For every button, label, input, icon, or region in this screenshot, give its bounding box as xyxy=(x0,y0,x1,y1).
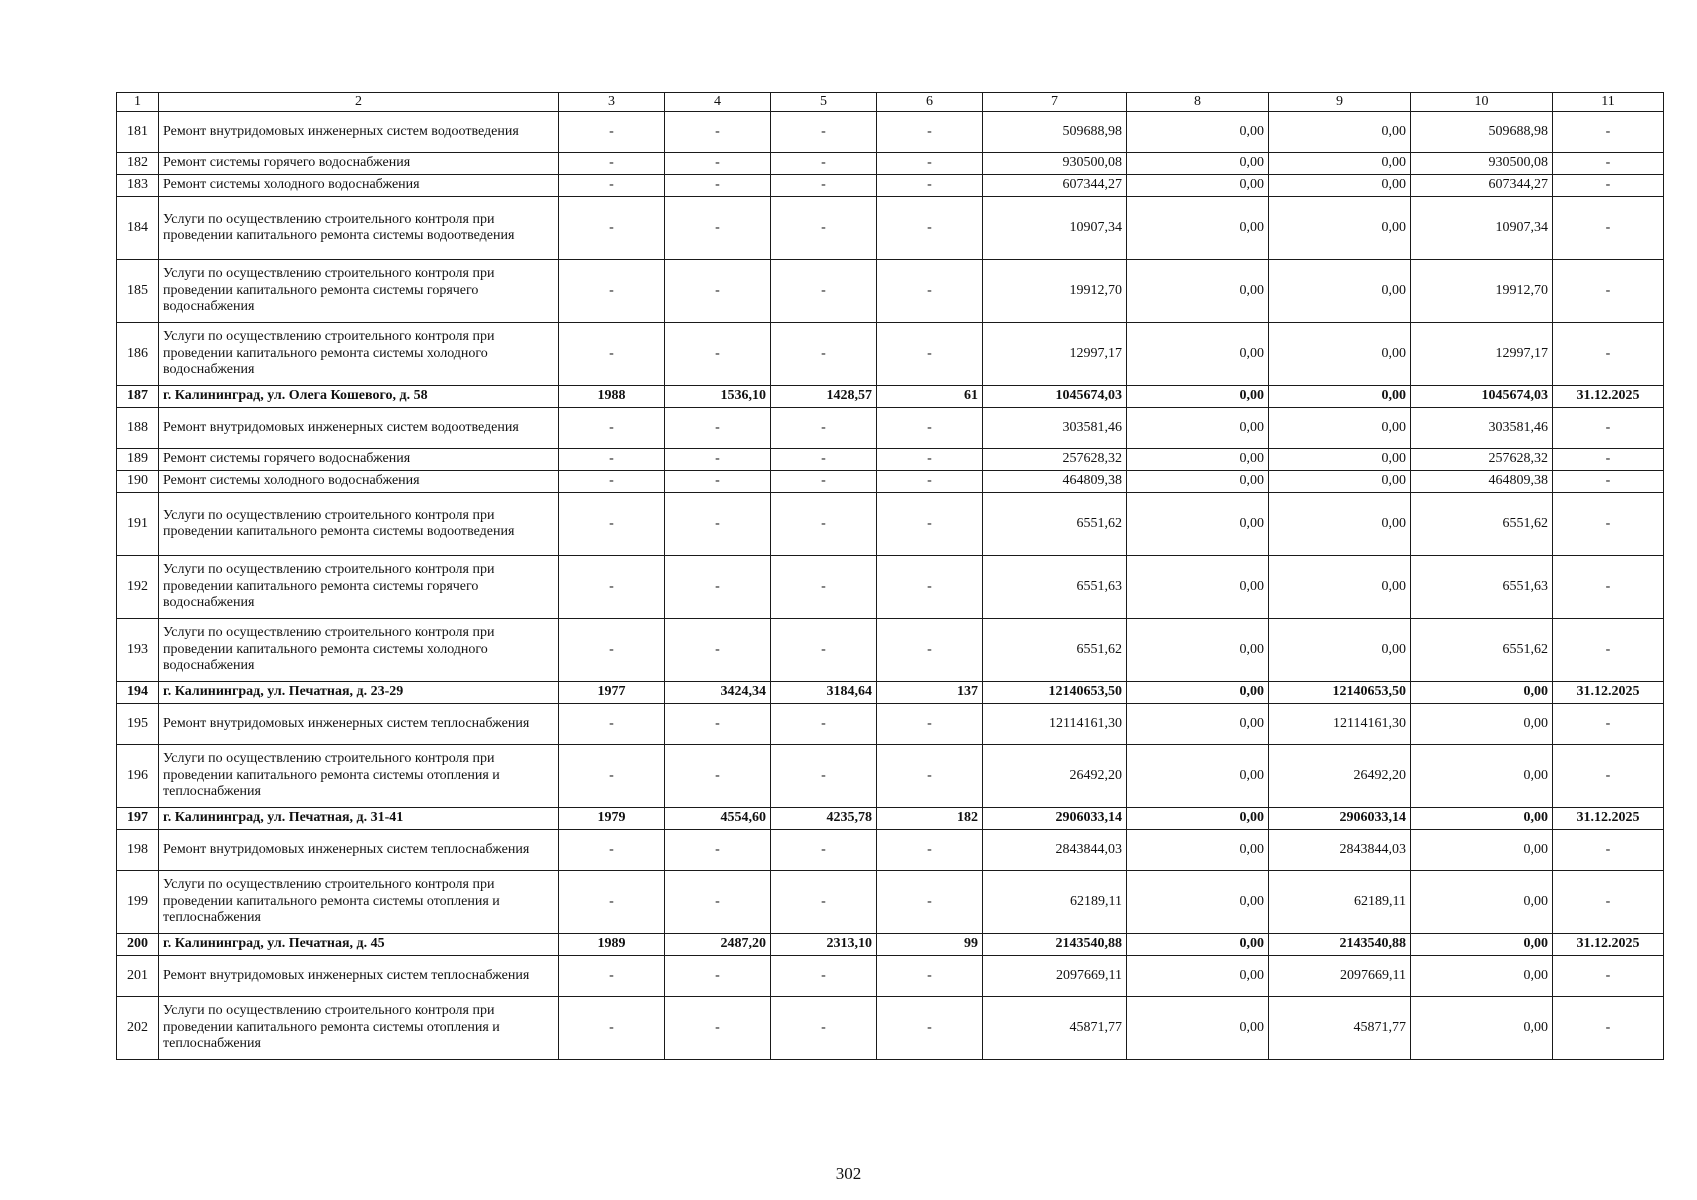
cell-total-cost: 2843844,03 xyxy=(983,830,1127,871)
table-row xyxy=(117,260,1664,323)
cell-cost-col-9: 2843844,03 xyxy=(1269,830,1411,871)
cell-total-cost: 930500,08 xyxy=(983,153,1127,175)
cell-completion-date: - xyxy=(1553,449,1664,471)
cell-cost-col-9: 12140653,50 xyxy=(1269,682,1411,704)
cell-description: Ремонт внутридомовых инженерных систем теплоснабжения xyxy=(159,704,559,745)
cell-total-area: - xyxy=(665,449,771,471)
cell-cost-col-8: 0,00 xyxy=(1127,745,1269,808)
cell-residents: - xyxy=(877,323,983,386)
cell-cost-col-9: 0,00 xyxy=(1269,153,1411,175)
cell-row-number: 195 xyxy=(117,704,159,745)
table-row xyxy=(117,830,1664,871)
cell-year-built: 1989 xyxy=(559,934,665,956)
cell-cost-col-9: 0,00 xyxy=(1269,471,1411,493)
cell-row-number: 186 xyxy=(117,323,159,386)
cell-year-built: - xyxy=(559,493,665,556)
cell-residents: - xyxy=(877,471,983,493)
cell-completion-date: - xyxy=(1553,408,1664,449)
column-header-3: 3 xyxy=(559,93,665,112)
cell-residents: - xyxy=(877,408,983,449)
cell-cost-col-9: 62189,11 xyxy=(1269,871,1411,934)
cell-cost-col-10: 0,00 xyxy=(1411,934,1553,956)
cell-total-area: - xyxy=(665,153,771,175)
cell-completion-date: - xyxy=(1553,556,1664,619)
cell-row-number: 183 xyxy=(117,175,159,197)
cell-cost-col-10: 10907,34 xyxy=(1411,197,1553,260)
cell-completion-date: - xyxy=(1553,471,1664,493)
cell-residents: - xyxy=(877,871,983,934)
cell-completion-date: - xyxy=(1553,260,1664,323)
cell-total-area: 1536,10 xyxy=(665,386,771,408)
cell-year-built: - xyxy=(559,997,665,1060)
cell-cost-col-8: 0,00 xyxy=(1127,556,1269,619)
cell-residents: - xyxy=(877,956,983,997)
cell-row-number: 187 xyxy=(117,386,159,408)
cell-total-cost: 6551,62 xyxy=(983,493,1127,556)
cell-living-area: - xyxy=(771,408,877,449)
column-header-4: 4 xyxy=(665,93,771,112)
cell-description: Услуги по осуществлению строительного контроля при проведении капитального ремонта системы водоотведения xyxy=(159,197,559,260)
cell-description: Ремонт внутридомовых инженерных систем теплоснабжения xyxy=(159,956,559,997)
cell-row-number: 182 xyxy=(117,153,159,175)
cell-living-area: - xyxy=(771,323,877,386)
cell-living-area: - xyxy=(771,745,877,808)
cell-cost-col-8: 0,00 xyxy=(1127,449,1269,471)
cell-year-built: - xyxy=(559,153,665,175)
cell-description: г. Калининград, ул. Печатная, д. 31-41 xyxy=(159,808,559,830)
cell-total-area: - xyxy=(665,260,771,323)
cell-cost-col-10: 6551,63 xyxy=(1411,556,1553,619)
cell-total-area: - xyxy=(665,556,771,619)
cell-cost-col-8: 0,00 xyxy=(1127,704,1269,745)
cell-cost-col-8: 0,00 xyxy=(1127,197,1269,260)
cell-total-cost: 6551,63 xyxy=(983,556,1127,619)
cell-living-area: - xyxy=(771,704,877,745)
page-number: 302 xyxy=(835,1164,862,1183)
cell-residents: 182 xyxy=(877,808,983,830)
cell-year-built: 1988 xyxy=(559,386,665,408)
cell-residents: - xyxy=(877,619,983,682)
cell-row-number: 196 xyxy=(117,745,159,808)
cell-cost-col-8: 0,00 xyxy=(1127,830,1269,871)
cell-living-area: - xyxy=(771,956,877,997)
cell-cost-col-10: 1045674,03 xyxy=(1411,386,1553,408)
cell-total-area: - xyxy=(665,997,771,1060)
cell-living-area: - xyxy=(771,197,877,260)
cell-row-number: 192 xyxy=(117,556,159,619)
cell-description: Услуги по осуществлению строительного контроля при проведении капитального ремонта системы отопления и теплоснабжения xyxy=(159,871,559,934)
cell-row-number: 201 xyxy=(117,956,159,997)
cell-cost-col-9: 2143540,88 xyxy=(1269,934,1411,956)
cell-total-area: - xyxy=(665,175,771,197)
cell-living-area: - xyxy=(771,556,877,619)
column-header-8: 8 xyxy=(1127,93,1269,112)
cell-cost-col-10: 303581,46 xyxy=(1411,408,1553,449)
cell-description: Ремонт системы горячего водоснабжения xyxy=(159,449,559,471)
cell-total-cost: 607344,27 xyxy=(983,175,1127,197)
cell-residents: - xyxy=(877,260,983,323)
cell-row-number: 184 xyxy=(117,197,159,260)
cell-completion-date: - xyxy=(1553,956,1664,997)
cell-description: г. Калининград, ул. Олега Кошевого, д. 58 xyxy=(159,386,559,408)
cell-cost-col-8: 0,00 xyxy=(1127,175,1269,197)
column-number-header-row xyxy=(117,93,1664,112)
cell-cost-col-8: 0,00 xyxy=(1127,871,1269,934)
cell-total-area: 2487,20 xyxy=(665,934,771,956)
cell-living-area: 3184,64 xyxy=(771,682,877,704)
cell-living-area: - xyxy=(771,112,877,153)
cell-year-built: - xyxy=(559,471,665,493)
table-row xyxy=(117,704,1664,745)
cell-cost-col-10: 464809,38 xyxy=(1411,471,1553,493)
cell-cost-col-10: 0,00 xyxy=(1411,956,1553,997)
table-row xyxy=(117,871,1664,934)
cell-completion-date: - xyxy=(1553,619,1664,682)
address-row xyxy=(117,682,1664,704)
cell-living-area: - xyxy=(771,153,877,175)
cell-cost-col-10: 12997,17 xyxy=(1411,323,1553,386)
cell-description: Услуги по осуществлению строительного контроля при проведении капитального ремонта системы отопления и теплоснабжения xyxy=(159,997,559,1060)
cell-living-area: - xyxy=(771,493,877,556)
cell-total-cost: 2143540,88 xyxy=(983,934,1127,956)
cell-row-number: 181 xyxy=(117,112,159,153)
cell-completion-date: - xyxy=(1553,153,1664,175)
repair-schedule-table xyxy=(116,92,1664,1060)
cell-living-area: - xyxy=(771,260,877,323)
cell-cost-col-9: 2097669,11 xyxy=(1269,956,1411,997)
cell-completion-date: - xyxy=(1553,745,1664,808)
cell-total-cost: 19912,70 xyxy=(983,260,1127,323)
cell-year-built: - xyxy=(559,745,665,808)
cell-cost-col-8: 0,00 xyxy=(1127,153,1269,175)
cell-cost-col-10: 930500,08 xyxy=(1411,153,1553,175)
cell-cost-col-10: 6551,62 xyxy=(1411,493,1553,556)
cell-completion-date: - xyxy=(1553,871,1664,934)
cell-total-cost: 2906033,14 xyxy=(983,808,1127,830)
cell-total-area: - xyxy=(665,112,771,153)
cell-cost-col-10: 19912,70 xyxy=(1411,260,1553,323)
cell-residents: 137 xyxy=(877,682,983,704)
table-row xyxy=(117,471,1664,493)
cell-completion-date: - xyxy=(1553,112,1664,153)
address-row xyxy=(117,934,1664,956)
cell-total-cost: 10907,34 xyxy=(983,197,1127,260)
cell-description: Услуги по осуществлению строительного контроля при проведении капитального ремонта системы холодного водоснабжения xyxy=(159,619,559,682)
cell-residents: - xyxy=(877,493,983,556)
cell-description: Ремонт внутридомовых инженерных систем водоотведения xyxy=(159,408,559,449)
cell-residents: - xyxy=(877,112,983,153)
cell-year-built: - xyxy=(559,260,665,323)
cell-cost-col-8: 0,00 xyxy=(1127,956,1269,997)
cell-cost-col-8: 0,00 xyxy=(1127,619,1269,682)
cell-description: Услуги по осуществлению строительного контроля при проведении капитального ремонта системы отопления и теплоснабжения xyxy=(159,745,559,808)
cell-completion-date: 31.12.2025 xyxy=(1553,682,1664,704)
cell-year-built: - xyxy=(559,175,665,197)
cell-total-area: 4554,60 xyxy=(665,808,771,830)
cell-cost-col-10: 0,00 xyxy=(1411,808,1553,830)
cell-living-area: 2313,10 xyxy=(771,934,877,956)
cell-row-number: 190 xyxy=(117,471,159,493)
cell-cost-col-9: 0,00 xyxy=(1269,323,1411,386)
cell-total-cost: 12114161,30 xyxy=(983,704,1127,745)
cell-description: Услуги по осуществлению строительного контроля при проведении капитального ремонта системы горячего водоснабжения xyxy=(159,260,559,323)
cell-row-number: 193 xyxy=(117,619,159,682)
cell-total-area: - xyxy=(665,704,771,745)
cell-residents: - xyxy=(877,153,983,175)
cell-year-built: - xyxy=(559,830,665,871)
cell-description: Ремонт системы холодного водоснабжения xyxy=(159,175,559,197)
cell-total-cost: 12140653,50 xyxy=(983,682,1127,704)
cell-living-area: - xyxy=(771,871,877,934)
cell-cost-col-8: 0,00 xyxy=(1127,408,1269,449)
cell-cost-col-9: 0,00 xyxy=(1269,112,1411,153)
cell-description: г. Калининград, ул. Печатная, д. 23-29 xyxy=(159,682,559,704)
cell-row-number: 188 xyxy=(117,408,159,449)
cell-total-cost: 62189,11 xyxy=(983,871,1127,934)
cell-cost-col-9: 12114161,30 xyxy=(1269,704,1411,745)
cell-cost-col-10: 607344,27 xyxy=(1411,175,1553,197)
cell-residents: - xyxy=(877,997,983,1060)
cell-year-built: - xyxy=(559,704,665,745)
column-header-5: 5 xyxy=(771,93,877,112)
cell-description: Услуги по осуществлению строительного контроля при проведении капитального ремонта системы холодного водоснабжения xyxy=(159,323,559,386)
cell-total-cost: 26492,20 xyxy=(983,745,1127,808)
cell-row-number: 198 xyxy=(117,830,159,871)
cell-completion-date: - xyxy=(1553,323,1664,386)
cell-year-built: - xyxy=(559,871,665,934)
cell-total-cost: 2097669,11 xyxy=(983,956,1127,997)
cell-living-area: - xyxy=(771,175,877,197)
cell-year-built: 1979 xyxy=(559,808,665,830)
cell-description: Ремонт системы холодного водоснабжения xyxy=(159,471,559,493)
address-row xyxy=(117,808,1664,830)
cell-row-number: 194 xyxy=(117,682,159,704)
cell-completion-date: 31.12.2025 xyxy=(1553,386,1664,408)
cell-cost-col-8: 0,00 xyxy=(1127,386,1269,408)
table-row xyxy=(117,556,1664,619)
cell-cost-col-9: 0,00 xyxy=(1269,493,1411,556)
column-header-6: 6 xyxy=(877,93,983,112)
cell-total-cost: 12997,17 xyxy=(983,323,1127,386)
column-header-10: 10 xyxy=(1411,93,1553,112)
cell-total-area: - xyxy=(665,408,771,449)
cell-cost-col-10: 0,00 xyxy=(1411,830,1553,871)
cell-living-area: - xyxy=(771,449,877,471)
cell-cost-col-10: 0,00 xyxy=(1411,704,1553,745)
cell-cost-col-8: 0,00 xyxy=(1127,682,1269,704)
cell-total-cost: 509688,98 xyxy=(983,112,1127,153)
cell-cost-col-10: 257628,32 xyxy=(1411,449,1553,471)
table-row xyxy=(117,112,1664,153)
cell-year-built: - xyxy=(559,956,665,997)
cell-cost-col-9: 0,00 xyxy=(1269,408,1411,449)
cell-cost-col-8: 0,00 xyxy=(1127,471,1269,493)
table-row xyxy=(117,323,1664,386)
cell-year-built: - xyxy=(559,449,665,471)
cell-total-cost: 257628,32 xyxy=(983,449,1127,471)
column-header-9: 9 xyxy=(1269,93,1411,112)
table-row xyxy=(117,745,1664,808)
cell-cost-col-9: 0,00 xyxy=(1269,197,1411,260)
cell-completion-date: - xyxy=(1553,997,1664,1060)
cell-cost-col-9: 26492,20 xyxy=(1269,745,1411,808)
cell-cost-col-9: 45871,77 xyxy=(1269,997,1411,1060)
cell-cost-col-8: 0,00 xyxy=(1127,323,1269,386)
cell-year-built: 1977 xyxy=(559,682,665,704)
cell-cost-col-9: 0,00 xyxy=(1269,260,1411,323)
cell-living-area: - xyxy=(771,830,877,871)
cell-description: г. Калининград, ул. Печатная, д. 45 xyxy=(159,934,559,956)
cell-total-cost: 464809,38 xyxy=(983,471,1127,493)
cell-cost-col-10: 509688,98 xyxy=(1411,112,1553,153)
table-row xyxy=(117,449,1664,471)
cell-total-area: - xyxy=(665,323,771,386)
cell-living-area: - xyxy=(771,997,877,1060)
cell-total-area: - xyxy=(665,871,771,934)
table-row xyxy=(117,956,1664,997)
table-row xyxy=(117,408,1664,449)
cell-cost-col-10: 0,00 xyxy=(1411,997,1553,1060)
cell-total-area: - xyxy=(665,956,771,997)
cell-cost-col-8: 0,00 xyxy=(1127,934,1269,956)
cell-completion-date: 31.12.2025 xyxy=(1553,808,1664,830)
cell-completion-date: - xyxy=(1553,197,1664,260)
cell-completion-date: - xyxy=(1553,175,1664,197)
cell-year-built: - xyxy=(559,112,665,153)
cell-cost-col-9: 2906033,14 xyxy=(1269,808,1411,830)
table-row xyxy=(117,153,1664,175)
cell-year-built: - xyxy=(559,197,665,260)
cell-residents: - xyxy=(877,197,983,260)
table-body xyxy=(117,112,1664,1060)
cell-description: Ремонт системы горячего водоснабжения xyxy=(159,153,559,175)
cell-cost-col-9: 0,00 xyxy=(1269,619,1411,682)
cell-cost-col-10: 0,00 xyxy=(1411,745,1553,808)
cell-row-number: 200 xyxy=(117,934,159,956)
cell-living-area: 4235,78 xyxy=(771,808,877,830)
cell-residents: - xyxy=(877,745,983,808)
cell-total-cost: 1045674,03 xyxy=(983,386,1127,408)
cell-residents: - xyxy=(877,704,983,745)
cell-cost-col-9: 0,00 xyxy=(1269,556,1411,619)
cell-cost-col-8: 0,00 xyxy=(1127,493,1269,556)
cell-cost-col-9: 0,00 xyxy=(1269,386,1411,408)
cell-row-number: 189 xyxy=(117,449,159,471)
cell-total-area: - xyxy=(665,493,771,556)
cell-total-cost: 6551,62 xyxy=(983,619,1127,682)
address-row xyxy=(117,386,1664,408)
cell-description: Ремонт внутридомовых инженерных систем водоотведения xyxy=(159,112,559,153)
column-header-11: 11 xyxy=(1553,93,1664,112)
cell-row-number: 199 xyxy=(117,871,159,934)
cell-total-area: - xyxy=(665,830,771,871)
cell-living-area: - xyxy=(771,619,877,682)
cell-cost-col-10: 0,00 xyxy=(1411,682,1553,704)
column-header-7: 7 xyxy=(983,93,1127,112)
cell-residents: - xyxy=(877,175,983,197)
cell-total-area: - xyxy=(665,471,771,493)
cell-cost-col-8: 0,00 xyxy=(1127,112,1269,153)
cell-total-area: - xyxy=(665,745,771,808)
cell-cost-col-9: 0,00 xyxy=(1269,175,1411,197)
cell-residents: 99 xyxy=(877,934,983,956)
cell-total-area: - xyxy=(665,197,771,260)
cell-living-area: 1428,57 xyxy=(771,386,877,408)
table-row xyxy=(117,197,1664,260)
cell-year-built: - xyxy=(559,323,665,386)
cell-row-number: 197 xyxy=(117,808,159,830)
cell-cost-col-8: 0,00 xyxy=(1127,808,1269,830)
cell-total-cost: 303581,46 xyxy=(983,408,1127,449)
cell-total-cost: 45871,77 xyxy=(983,997,1127,1060)
cell-description: Услуги по осуществлению строительного контроля при проведении капитального ремонта системы горячего водоснабжения xyxy=(159,556,559,619)
table-row xyxy=(117,175,1664,197)
cell-residents: - xyxy=(877,556,983,619)
cell-year-built: - xyxy=(559,408,665,449)
cell-residents: 61 xyxy=(877,386,983,408)
cell-row-number: 191 xyxy=(117,493,159,556)
cell-residents: - xyxy=(877,830,983,871)
cell-completion-date: - xyxy=(1553,493,1664,556)
cell-total-area: 3424,34 xyxy=(665,682,771,704)
cell-cost-col-9: 0,00 xyxy=(1269,449,1411,471)
cell-residents: - xyxy=(877,449,983,471)
cell-row-number: 202 xyxy=(117,997,159,1060)
cell-completion-date: - xyxy=(1553,830,1664,871)
cell-year-built: - xyxy=(559,619,665,682)
table-row xyxy=(117,997,1664,1060)
cell-description: Услуги по осуществлению строительного контроля при проведении капитального ремонта системы водоотведения xyxy=(159,493,559,556)
cell-year-built: - xyxy=(559,556,665,619)
column-header-2: 2 xyxy=(159,93,559,112)
cell-living-area: - xyxy=(771,471,877,493)
cell-cost-col-8: 0,00 xyxy=(1127,260,1269,323)
document-table-container xyxy=(116,92,1663,1060)
cell-total-area: - xyxy=(665,619,771,682)
cell-completion-date: - xyxy=(1553,704,1664,745)
cell-cost-col-8: 0,00 xyxy=(1127,997,1269,1060)
cell-row-number: 185 xyxy=(117,260,159,323)
cell-cost-col-10: 6551,62 xyxy=(1411,619,1553,682)
table-row xyxy=(117,619,1664,682)
cell-completion-date: 31.12.2025 xyxy=(1553,934,1664,956)
column-header-1: 1 xyxy=(117,93,159,112)
cell-description: Ремонт внутридомовых инженерных систем теплоснабжения xyxy=(159,830,559,871)
cell-cost-col-10: 0,00 xyxy=(1411,871,1553,934)
table-row xyxy=(117,493,1664,556)
